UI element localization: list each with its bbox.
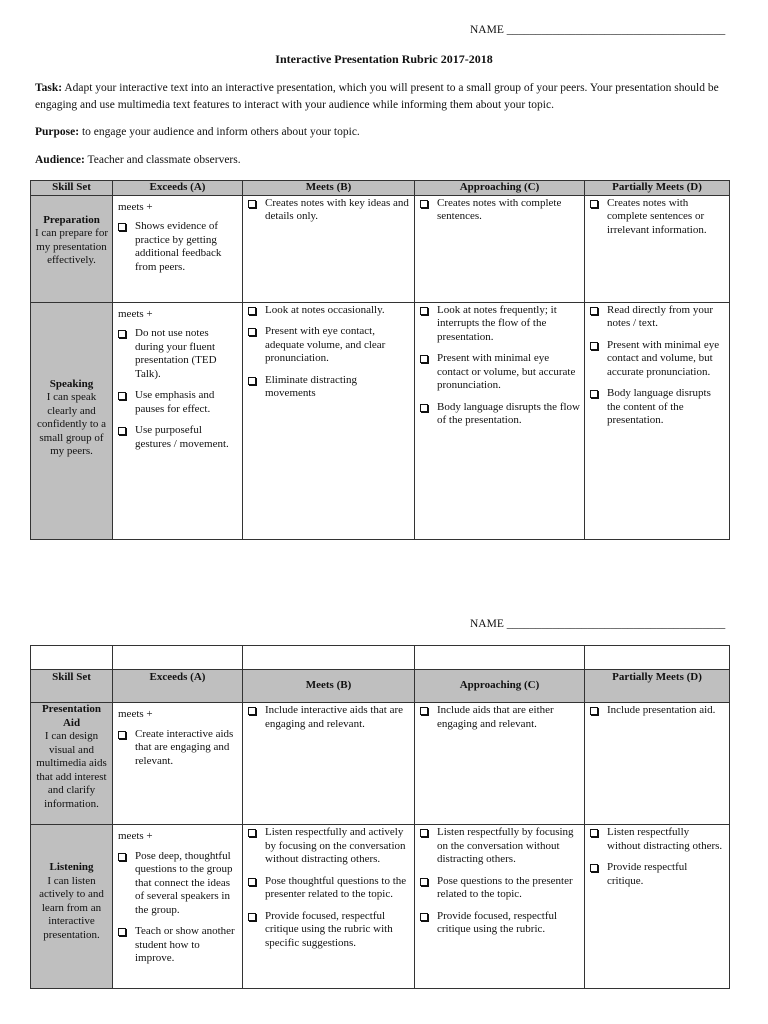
header-approaching: Approaching (C) [415, 181, 585, 196]
criterion-item: Present with minimal eye contact and volume, but accurate pronunciation. [589, 339, 725, 380]
checkbox-icon[interactable] [248, 200, 256, 208]
checkbox-icon[interactable] [590, 864, 598, 872]
audience-paragraph [35, 152, 735, 169]
checkbox-icon[interactable] [118, 223, 126, 231]
partial-cell [585, 195, 730, 302]
checkbox-icon[interactable] [590, 342, 598, 350]
partial-cell [585, 302, 730, 539]
task-label: Task: [35, 82, 63, 94]
approaching-cell [415, 302, 585, 539]
approaching-cell [415, 703, 585, 825]
criterion-item: Provide respectful critique. [589, 861, 725, 888]
exceeds-cell [113, 703, 243, 825]
criterion-item: Creates notes with complete sentences or irrelevant information. [589, 197, 725, 238]
header-skill-set: Skill Set [31, 670, 113, 703]
purpose-text: to engage your audience and inform others about your topic. [79, 126, 360, 138]
rubric-table-2 [30, 645, 730, 989]
header-approaching: Approaching (C) [415, 670, 585, 703]
criterion-item: Creates notes with complete sentences. [419, 197, 580, 224]
criterion-item: Eliminate distracting movements [247, 374, 410, 401]
checkbox-icon[interactable] [248, 377, 256, 385]
meets-plus-label: meets + [118, 200, 153, 213]
checkbox-icon[interactable] [118, 392, 126, 400]
criterion-item: Body language disrupts the flow of the presentation. [419, 401, 580, 428]
checkbox-icon[interactable] [248, 878, 256, 886]
checkbox-icon[interactable] [420, 404, 428, 412]
skill-description: I can speak clearly and confidently to a small group of my peers. [36, 391, 107, 457]
skill-title: Speaking [49, 377, 94, 390]
criterion-item: Include presentation aid. [589, 704, 725, 718]
meets-cell [243, 703, 415, 825]
header-exceeds: Exceeds (A) [113, 670, 243, 703]
criterion-item: Listen respectfully without distracting others. [589, 826, 725, 853]
partial-cell [585, 703, 730, 825]
criterion-item: Include aids that are either engaging and relevant. [419, 704, 580, 731]
meets-plus-label: meets + [118, 307, 153, 320]
checkbox-icon[interactable] [248, 707, 256, 715]
checkbox-icon[interactable] [590, 707, 598, 715]
criterion-item: Listen respectfully by focusing on the conversation without distracting others. [419, 826, 580, 867]
checkbox-icon[interactable] [420, 307, 428, 315]
criterion-item: Pose questions to the presenter related to the topic. [419, 875, 580, 902]
criterion-item: Look at notes frequently; it interrupts the flow of the presentation. [419, 304, 580, 345]
criterion-item: Use emphasis and pauses for effect. [117, 389, 238, 416]
header-exceeds: Exceeds (A) [113, 181, 243, 196]
criterion-item: Create interactive aids that are engaging and relevant. [117, 728, 238, 769]
task-text: Adapt your interactive text into an interactive presentation, which you will present to a small group of your peers. Your presentation should be engaging and use multimedia text features to interact with your audience while informing them about your topic. [35, 82, 719, 111]
checkbox-icon[interactable] [590, 829, 598, 837]
exceeds-cell [113, 302, 243, 539]
checkbox-icon[interactable] [590, 390, 598, 398]
table-row-speaking [31, 302, 730, 539]
checkbox-icon[interactable] [590, 200, 598, 208]
exceeds-cell [113, 825, 243, 989]
criterion-item: Do not use notes during your fluent presentation (TED Talk). [117, 327, 238, 381]
criterion-item: Include interactive aids that are engaging and relevant. [247, 704, 410, 731]
purpose-label: Purpose: [35, 126, 80, 138]
table-row-listening [31, 825, 730, 989]
header-meets: Meets (B) [243, 181, 415, 196]
skill-title: Presentation Aid [41, 703, 102, 729]
criterion-item: Present with eye contact, adequate volume, and clear pronunciation. [247, 325, 410, 366]
checkbox-icon[interactable] [420, 913, 428, 921]
checkbox-icon[interactable] [420, 829, 428, 837]
checkbox-icon[interactable] [248, 913, 256, 921]
criterion-item: Look at notes occasionally. [247, 304, 410, 318]
checkbox-icon[interactable] [118, 330, 126, 338]
header-meets: Meets (B) [243, 670, 415, 703]
name-field-label-2: NAME ______________________________________ [470, 618, 726, 630]
approaching-cell [415, 195, 585, 302]
skill-cell [31, 703, 113, 825]
skill-title: Listening [49, 861, 94, 873]
task-paragraph [35, 80, 735, 114]
name-field-label: NAME ______________________________________ [470, 24, 726, 36]
criterion-item: Pose thoughtful questions to the presenter related to the topic. [247, 875, 410, 902]
meets-cell [243, 825, 415, 989]
checkbox-icon[interactable] [248, 328, 256, 336]
checkbox-icon[interactable] [420, 200, 428, 208]
skill-description: I can design visual and multimedia aids that add interest and clarify information. [36, 730, 107, 810]
checkbox-icon[interactable] [248, 307, 256, 315]
page-title: Interactive Presentation Rubric 2017-2018 [275, 52, 493, 66]
meets-cell [243, 302, 415, 539]
header-row [31, 670, 730, 703]
blank-row [31, 646, 730, 670]
skill-description: I can prepare for my presentation effectively. [35, 227, 108, 266]
skill-cell [31, 195, 113, 302]
header-partially-meets: Partially Meets (D) [585, 670, 730, 703]
rubric-table-1 [30, 180, 730, 540]
audience-text: Teacher and classmate observers. [84, 154, 241, 166]
purpose-paragraph [35, 124, 735, 141]
criterion-item: Shows evidence of practice by getting additional feedback from peers. [117, 220, 238, 274]
checkbox-icon[interactable] [118, 731, 126, 739]
criterion-item: Present with minimal eye contact or volume, but accurate pronunciation. [419, 352, 580, 393]
approaching-cell [415, 825, 585, 989]
header-partially-meets: Partially Meets (D) [585, 181, 730, 196]
checkbox-icon[interactable] [118, 853, 126, 861]
criterion-item: Body language disrupts the content of the presentation. [589, 387, 725, 428]
skill-title: Preparation [43, 213, 100, 226]
table-row-presentation-aid [31, 703, 730, 825]
skill-description: I can listen actively to and learn from an interactive presentation. [39, 874, 104, 941]
checkbox-icon[interactable] [248, 829, 256, 837]
header-skill-set: Skill Set [31, 181, 113, 196]
audience-label: Audience: [35, 154, 85, 166]
header-row [31, 181, 730, 196]
checkbox-icon[interactable] [420, 707, 428, 715]
skill-cell [31, 825, 113, 989]
criterion-item: Read directly from your notes / text. [589, 304, 725, 331]
meets-plus-label: meets + [118, 708, 153, 720]
criterion-item: Provide focused, respectful critique using the rubric with specific suggestions. [247, 910, 410, 951]
checkbox-icon[interactable] [118, 928, 126, 936]
checkbox-icon[interactable] [118, 427, 126, 435]
checkbox-icon[interactable] [590, 307, 598, 315]
criterion-item: Provide focused, respectful critique using the rubric. [419, 910, 580, 937]
skill-cell [31, 302, 113, 539]
checkbox-icon[interactable] [420, 355, 428, 363]
meets-plus-label: meets + [118, 830, 153, 842]
criterion-item: Creates notes with key ideas and details only. [247, 197, 410, 224]
partial-cell [585, 825, 730, 989]
criterion-item: Pose deep, thoughtful questions to the group that connect the ideas of several speakers in the group. [117, 850, 238, 918]
criterion-item: Teach or show another student how to improve. [117, 925, 238, 966]
exceeds-cell [113, 195, 243, 302]
checkbox-icon[interactable] [420, 878, 428, 886]
criterion-item: Use purposeful gestures / movement. [117, 424, 238, 451]
criterion-item: Listen respectfully and actively by focusing on the conversation without distracting others. [247, 826, 410, 867]
meets-cell [243, 195, 415, 302]
table-row-preparation [31, 195, 730, 302]
